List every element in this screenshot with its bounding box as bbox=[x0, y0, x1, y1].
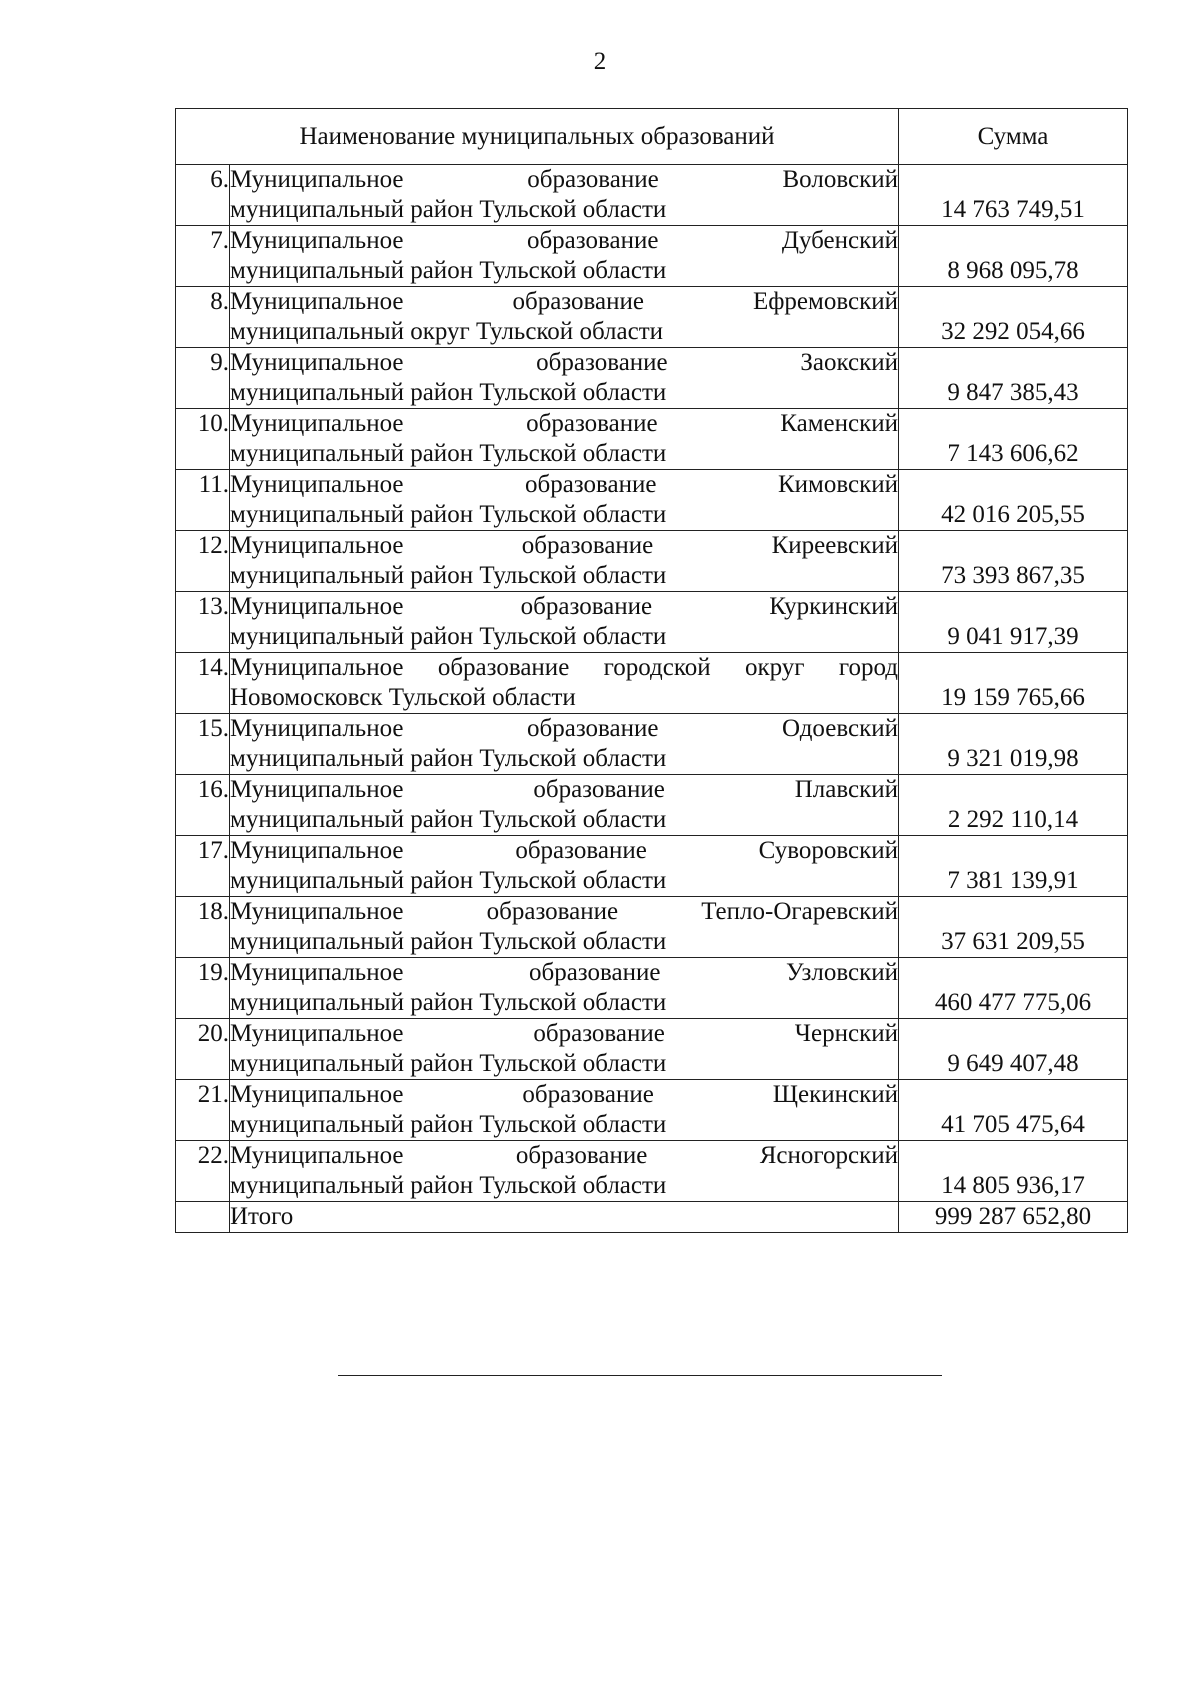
row-number: 16. bbox=[176, 775, 230, 836]
municipality-name-line2: Новомосковск Тульской области bbox=[230, 684, 576, 711]
row-number: 14. bbox=[176, 653, 230, 714]
municipality-name-line2: муниципальный район Тульской области bbox=[230, 989, 667, 1016]
municipality-name-line1: Муниципальное образование Каменский bbox=[230, 410, 898, 437]
municipality-name bbox=[230, 958, 899, 1019]
municipal-amounts-table bbox=[175, 108, 1128, 1233]
table-row bbox=[176, 470, 1128, 531]
municipality-name-line1: Муниципальное образование Кимовский bbox=[230, 471, 898, 498]
municipality-name-line1: Муниципальное образование Одоевский bbox=[230, 715, 898, 742]
table-row bbox=[176, 958, 1128, 1019]
municipality-name-line2: муниципальный район Тульской области bbox=[230, 1050, 667, 1077]
amount-cell: 42 016 205,55 bbox=[899, 470, 1128, 531]
municipality-name-line2: муниципальный район Тульской области bbox=[230, 806, 667, 833]
municipality-name bbox=[230, 1141, 899, 1202]
table-body bbox=[176, 165, 1128, 1202]
row-number: 21. bbox=[176, 1080, 230, 1141]
row-number: 8. bbox=[176, 287, 230, 348]
amount-cell: 7 143 606,62 bbox=[899, 409, 1128, 470]
amount-cell: 7 381 139,91 bbox=[899, 836, 1128, 897]
closing-rule bbox=[338, 1375, 942, 1376]
row-number: 13. bbox=[176, 592, 230, 653]
municipality-name bbox=[230, 348, 899, 409]
amount-cell: 32 292 054,66 bbox=[899, 287, 1128, 348]
municipality-name-line2: муниципальный район Тульской области bbox=[230, 379, 667, 406]
table-row bbox=[176, 165, 1128, 226]
table-row bbox=[176, 531, 1128, 592]
municipality-name-line1: Муниципальное образование Дубенский bbox=[230, 227, 898, 254]
amount-cell: 9 321 019,98 bbox=[899, 714, 1128, 775]
amount-cell: 2 292 110,14 bbox=[899, 775, 1128, 836]
row-number: 19. bbox=[176, 958, 230, 1019]
municipality-name-line2: муниципальный район Тульской области bbox=[230, 1111, 667, 1138]
municipality-name-line1: Муниципальное образование Плавский bbox=[230, 776, 898, 803]
municipality-name-line2: муниципальный район Тульской области bbox=[230, 501, 667, 528]
municipality-name-line1: Муниципальное образование Киреевский bbox=[230, 532, 898, 559]
table-header-row bbox=[176, 109, 1128, 165]
amount-cell: 14 805 936,17 bbox=[899, 1141, 1128, 1202]
amount-cell: 14 763 749,51 bbox=[899, 165, 1128, 226]
table-row bbox=[176, 775, 1128, 836]
table-row bbox=[176, 714, 1128, 775]
municipality-name bbox=[230, 287, 899, 348]
amount-cell: 9 041 917,39 bbox=[899, 592, 1128, 653]
table-row bbox=[176, 287, 1128, 348]
municipality-name bbox=[230, 714, 899, 775]
total-row bbox=[176, 1202, 1128, 1233]
amount-cell: 9 649 407,48 bbox=[899, 1019, 1128, 1080]
municipality-name-line1: Муниципальное образование Ясногорский bbox=[230, 1142, 898, 1169]
municipality-name-line2: муниципальный район Тульской области bbox=[230, 440, 667, 467]
municipality-name-line1: Муниципальное образование Куркинский bbox=[230, 593, 898, 620]
municipality-name-line2: муниципальный район Тульской области bbox=[230, 257, 667, 284]
table-row bbox=[176, 897, 1128, 958]
row-number: 9. bbox=[176, 348, 230, 409]
row-number: 12. bbox=[176, 531, 230, 592]
total-label: Итого bbox=[230, 1202, 899, 1233]
table-row bbox=[176, 409, 1128, 470]
amount-cell: 8 968 095,78 bbox=[899, 226, 1128, 287]
amount-cell: 73 393 867,35 bbox=[899, 531, 1128, 592]
municipality-name-line1: Муниципальное образование Заокский bbox=[230, 349, 898, 376]
row-number: 20. bbox=[176, 1019, 230, 1080]
municipality-name-line1: Муниципальное образование Чернский bbox=[230, 1020, 898, 1047]
municipality-name-line1: Муниципальное образование Суворовский bbox=[230, 837, 898, 864]
page-number: 2 bbox=[593, 48, 607, 75]
municipality-name-line1: Муниципальное образование Ефремовский bbox=[230, 288, 898, 315]
municipality-name-line1: Муниципальное образование Воловский bbox=[230, 166, 898, 193]
municipality-name-line1: Муниципальное образование Тепло-Огаревский bbox=[230, 898, 898, 925]
municipality-name-line2: муниципальный район Тульской области bbox=[230, 1172, 667, 1199]
municipality-name-line1: Муниципальное образование городской округ город bbox=[230, 654, 898, 681]
table-row bbox=[176, 348, 1128, 409]
municipality-name-line2: муниципальный район Тульской области bbox=[230, 623, 667, 650]
amount-cell: 41 705 475,64 bbox=[899, 1080, 1128, 1141]
row-number: 22. bbox=[176, 1141, 230, 1202]
municipality-name-line1: Муниципальное образование Щекинский bbox=[230, 1081, 898, 1108]
municipality-name bbox=[230, 1080, 899, 1141]
amount-cell: 9 847 385,43 bbox=[899, 348, 1128, 409]
municipality-name bbox=[230, 470, 899, 531]
header-name-cell: Наименование муниципальных образований bbox=[176, 109, 899, 165]
row-number: 15. bbox=[176, 714, 230, 775]
municipality-name bbox=[230, 653, 899, 714]
amount-cell: 37 631 209,55 bbox=[899, 897, 1128, 958]
municipality-name-line1: Муниципальное образование Узловский bbox=[230, 959, 898, 986]
table-row bbox=[176, 1080, 1128, 1141]
row-number: 18. bbox=[176, 897, 230, 958]
municipality-name bbox=[230, 897, 899, 958]
municipality-name-line2: муниципальный район Тульской области bbox=[230, 928, 667, 955]
row-number: 11. bbox=[176, 470, 230, 531]
municipality-name bbox=[230, 531, 899, 592]
row-number: 6. bbox=[176, 165, 230, 226]
municipality-name bbox=[230, 409, 899, 470]
municipality-name bbox=[230, 592, 899, 653]
row-number: 7. bbox=[176, 226, 230, 287]
table-row bbox=[176, 653, 1128, 714]
municipality-name-line2: муниципальный район Тульской области bbox=[230, 562, 667, 589]
table-row bbox=[176, 1019, 1128, 1080]
table-row bbox=[176, 836, 1128, 897]
amount-cell: 460 477 775,06 bbox=[899, 958, 1128, 1019]
row-number: 10. bbox=[176, 409, 230, 470]
municipality-name bbox=[230, 226, 899, 287]
municipality-name bbox=[230, 1019, 899, 1080]
amount-cell: 19 159 765,66 bbox=[899, 653, 1128, 714]
table-row bbox=[176, 592, 1128, 653]
total-sum: 999 287 652,80 bbox=[899, 1202, 1128, 1233]
header-sum-cell: Сумма bbox=[899, 109, 1128, 165]
total-num-cell bbox=[176, 1202, 230, 1233]
municipality-name-line2: муниципальный район Тульской области bbox=[230, 745, 667, 772]
row-number: 17. bbox=[176, 836, 230, 897]
table-row bbox=[176, 1141, 1128, 1202]
municipality-name bbox=[230, 836, 899, 897]
municipality-name-line2: муниципальный район Тульской области bbox=[230, 867, 667, 894]
table-row bbox=[176, 226, 1128, 287]
municipality-name-line2: муниципальный округ Тульской области bbox=[230, 318, 664, 345]
municipality-name bbox=[230, 775, 899, 836]
municipality-name bbox=[230, 165, 899, 226]
municipality-name-line2: муниципальный район Тульской области bbox=[230, 196, 667, 223]
